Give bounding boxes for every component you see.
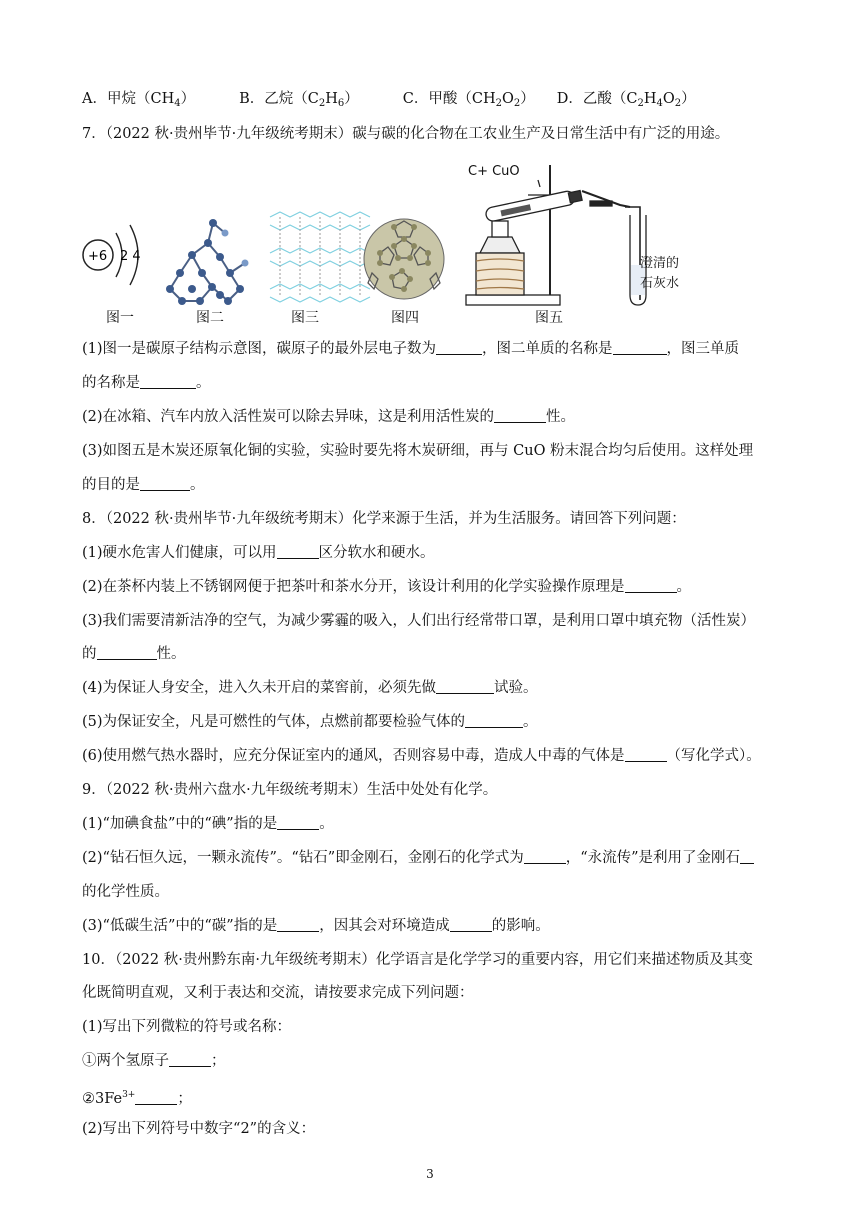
q9-part2-line1: (2)“钻石恒久远，一颗永流传”。“钻石”即金刚石，金刚石的化学式为 ，“永流传”是利用了金刚石: [82, 848, 754, 868]
q8-part2: (2)在茶杯内装上不锈钢网便于把茶叶和茶水分开，该设计利用的化学实验操作原理是 。: [82, 579, 692, 595]
options-line: [82, 89, 696, 114]
answer-blank[interactable]: [140, 476, 190, 491]
q8-part3-line1: (3)我们需要清新洁净的空气，为减少雾霾的吸入，人们出行经常带口罩，是利用口罩中填充物（活性炭）: [82, 613, 756, 629]
q7-part3-line2: 的目的是 。: [82, 477, 205, 493]
svg-text:澄清的: 澄清的: [640, 256, 680, 271]
answer-blank[interactable]: [135, 1090, 177, 1105]
fullerene-structure: [364, 219, 444, 299]
answer-blank[interactable]: [450, 917, 492, 932]
fig-label-4: 图四: [391, 310, 419, 326]
carbon-reduction-apparatus: [466, 164, 679, 305]
q10-item1: ①两个氢原子 ；: [82, 1053, 226, 1069]
page-number: 3: [426, 1167, 434, 1181]
q10-stem-line2: 化既简明直观，又利于表达和交流，请按要求完成下列问题：: [82, 985, 474, 1001]
answer-blank[interactable]: [465, 713, 523, 728]
fig-label-5: 图五: [535, 310, 563, 326]
fig-label-2: 图二: [196, 310, 224, 326]
answer-blank[interactable]: [625, 747, 667, 762]
answer-blank[interactable]: [97, 645, 157, 660]
q8-part6: (6)使用燃气热水器时，应充分保证室内的通风，否则容易中毒，造成人中毒的气体是 （写化学式）。: [82, 748, 761, 764]
fig-label-1: 图一: [106, 310, 134, 326]
answer-blank[interactable]: [277, 544, 319, 559]
graphite-structure: [270, 212, 370, 302]
q8-stem: 8．（2022 秋·贵州毕节·九年级统考期末）化学来源于生活，并为生活服务。请回答下列问题：: [82, 511, 686, 527]
option-a: A．甲烷（CH4）: [82, 91, 196, 109]
atom-structure-diagram: [83, 225, 141, 285]
q8-part4: (4)为保证人身安全，进入久未开启的菜窖前，必须先做 试验。: [82, 680, 538, 696]
answer-blank[interactable]: [277, 917, 319, 932]
answer-blank[interactable]: [436, 679, 494, 694]
answer-blank[interactable]: [740, 849, 754, 864]
answer-blank[interactable]: [625, 578, 677, 593]
q8-part3-line2: 的 性。: [82, 646, 186, 662]
q9-part1: (1)“加碘食盐”中的“碘”指的是 。: [82, 816, 334, 832]
carbon-figures-svg: [80, 155, 680, 335]
q7-part1-line2: 的名称是 。: [82, 375, 211, 391]
diamond-structure: [166, 219, 249, 305]
q9-part3: (3)“低碳生活”中的“碳”指的是 ，因其会对环境造成 的影响。: [82, 918, 550, 934]
q8-part5: (5)为保证安全，凡是可燃性的气体，点燃前都要检验气体的 。: [82, 714, 538, 730]
answer-blank[interactable]: [436, 340, 482, 355]
answer-blank[interactable]: [277, 815, 319, 830]
svg-text:石灰水: 石灰水: [640, 276, 680, 291]
q9-part2-line2: 的化学性质。: [82, 884, 169, 900]
q10-stem-line1: 10．（2022 秋·贵州黔东南·九年级统考期末）化学语言是化学学习的重要内容，用它们来描述物质及其变: [82, 952, 753, 968]
q7-part3-line1: (3)如图五是木炭还原氧化铜的实验，实验时要先将木炭研细，再与 CuO 粉末混合均匀后使用。这样处理: [82, 443, 754, 459]
q7-part1-line1: (1)图一是碳原子结构示意图，碳原子的最外层电子数为 ，图二单质的名称是 ，图三单质: [82, 341, 740, 357]
option-c: C．甲酸（CH2O2）: [402, 91, 535, 109]
answer-blank[interactable]: [169, 1052, 211, 1067]
answer-blank[interactable]: [494, 408, 546, 423]
svg-text:+6: +6: [88, 249, 108, 264]
fig-label-3: 图三: [291, 310, 319, 326]
option-b: B．乙烷（C2H6）: [239, 91, 359, 109]
q10-part1: (1)写出下列微粒的符号或名称：: [82, 1019, 292, 1035]
option-d: D．乙酸（C2H4O2）: [556, 91, 696, 109]
answer-blank[interactable]: [613, 340, 667, 355]
q10-part2: (2)写出下列符号中数字“2”的含义：: [82, 1121, 316, 1137]
svg-text:C+ CuO: C+ CuO: [468, 164, 520, 179]
q7-part2: (2)在冰箱、汽车内放入活性炭可以除去异味，这是利用活性炭的 性。: [82, 409, 576, 425]
answer-blank[interactable]: [524, 849, 566, 864]
svg-text:2 4: 2 4: [120, 249, 141, 264]
q9-stem: 9．（2022 秋·贵州六盘水·九年级统考期末）生活中处处有化学。: [82, 782, 498, 798]
q7-figures: [80, 155, 680, 335]
q7-stem: 7．（2022 秋·贵州毕节·九年级统考期末）碳与碳的化合物在工农业生产及日常生活中有广泛的用途。: [82, 126, 730, 142]
answer-blank[interactable]: [140, 374, 196, 389]
q8-part1: (1)硬水危害人们健康，可以用 区分软水和硬水。: [82, 545, 435, 561]
q10-item2: $②3Fe^{3+}$ ；: [82, 1090, 192, 1107]
